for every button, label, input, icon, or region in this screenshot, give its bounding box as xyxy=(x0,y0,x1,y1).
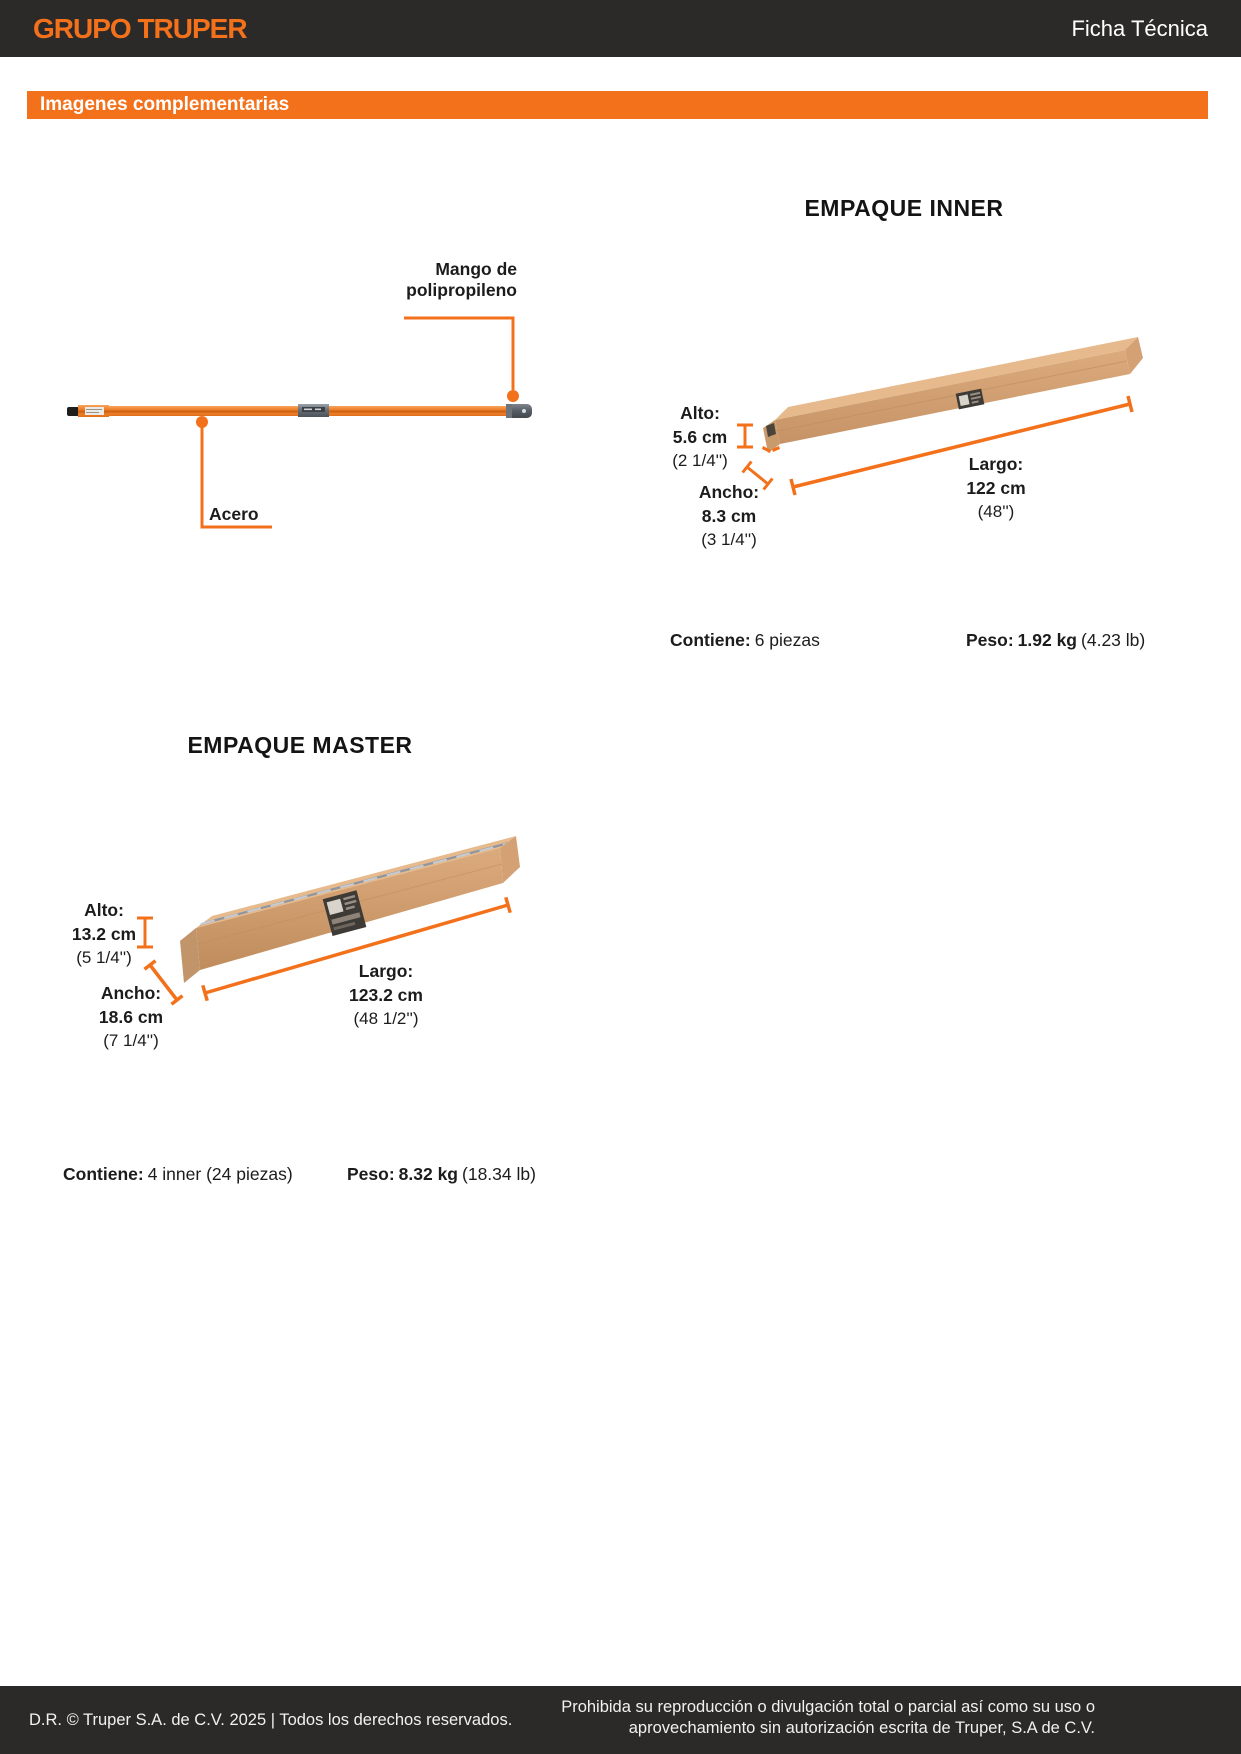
callout-acero-label: Acero xyxy=(209,504,259,524)
footer-bar xyxy=(0,1686,1241,1754)
inner-peso: Peso: 1.92 kg (4.23 lb) xyxy=(966,630,1146,650)
master-contiene: Contiene: 4 inner (24 piezas) xyxy=(63,1164,293,1184)
master-alto-dimension: Alto: 13.2 cm (5 1/4'') xyxy=(71,900,137,967)
inner-largo-dimension: Largo: 122 cm (48'') xyxy=(966,454,1026,521)
master-section-title: EMPAQUE MASTER xyxy=(187,732,413,758)
master-peso: Peso: 8.32 kg (18.34 lb) xyxy=(347,1164,536,1184)
inner-cardboard-box xyxy=(762,337,1143,453)
callout-mango-label: Mango de polipropileno xyxy=(406,259,517,300)
hang-hole xyxy=(522,409,526,413)
inner-contiene: Contiene: 6 piezas xyxy=(670,630,820,650)
legal-text: Prohibida su reproducción o divulgación total o parcial así como su uso o aprovechamiento sin autorización escrita de Truper, S.A de C.V. xyxy=(561,1698,1095,1737)
callout-dot-icon xyxy=(507,390,519,402)
pole-body xyxy=(67,404,532,418)
mango-callout-line xyxy=(404,318,519,402)
pole-collar-label xyxy=(85,407,104,415)
grupo-truper-logo: GRUPO TRUPER xyxy=(33,13,247,44)
master-largo-dimension: Largo: 123.2 cm (48 1/2'') xyxy=(349,961,423,1028)
inner-section-title: EMPAQUE INNER xyxy=(804,195,1004,221)
header-bar xyxy=(0,0,1241,57)
section-banner xyxy=(27,91,1208,119)
copyright-text: D.R. © Truper S.A. de C.V. 2025 | Todos los derechos reservados. xyxy=(29,1711,513,1729)
inner-ancho-dimension: Ancho: 8.3 cm (3 1/4'') xyxy=(698,482,760,549)
master-ancho-dimension: Ancho: 18.6 cm (7 1/4'') xyxy=(98,983,164,1050)
section-banner-title: Imagenes complementarias xyxy=(40,94,290,115)
document-type-label: Ficha Técnica xyxy=(1071,16,1208,41)
inner-alto-dimension: Alto: 5.6 cm (2 1/4'') xyxy=(672,403,728,470)
pole-black-tip xyxy=(67,407,79,416)
